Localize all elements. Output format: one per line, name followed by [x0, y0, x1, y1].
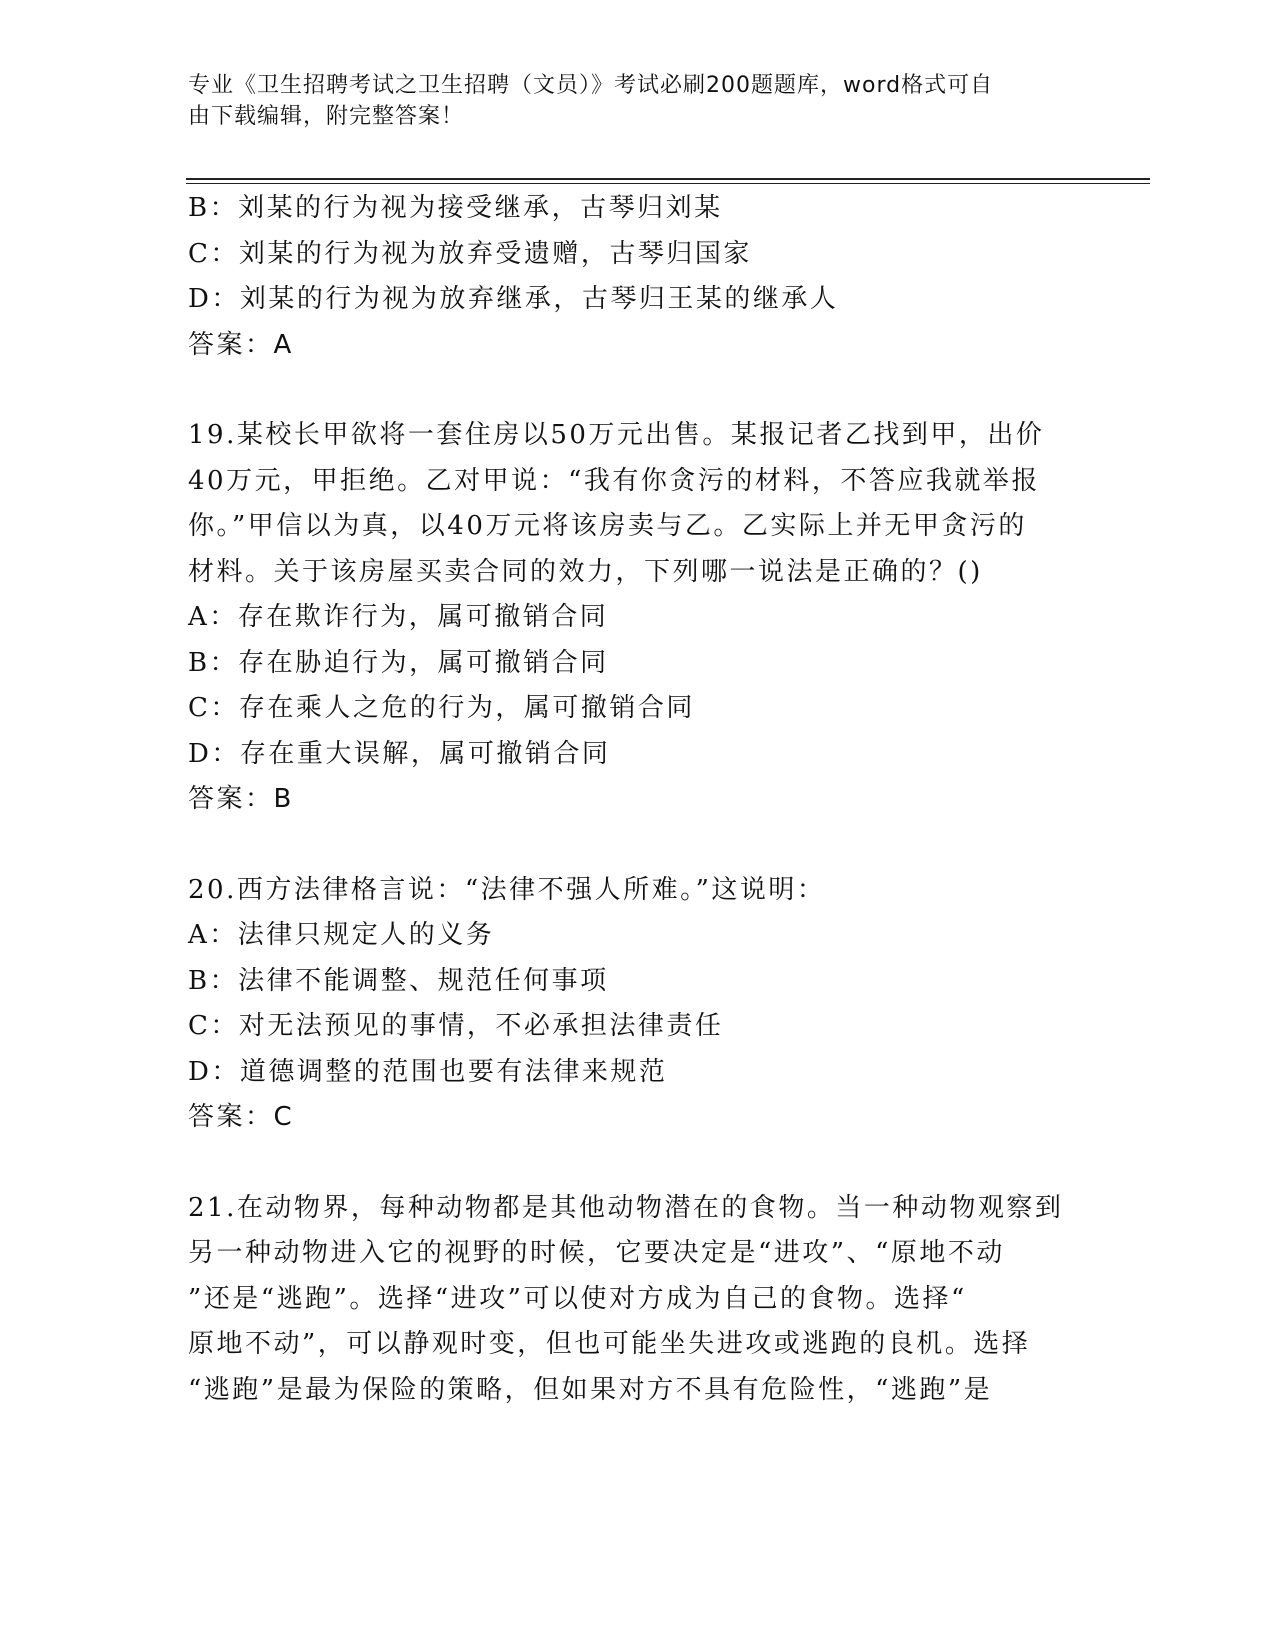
option-a: A：存在欺诈行为，属可撤销合同: [188, 602, 609, 632]
question-stem-line: “逃跑”是最为保险的策略，但如果对方不具有危险性，“逃跑”是: [188, 1374, 993, 1405]
option-d: D：道德调整的范围也要有法律来规范: [188, 1056, 668, 1087]
header-divider: [186, 178, 1150, 184]
option-b: B：存在胁迫行为，属可撤销合同: [188, 647, 609, 678]
spacer: [188, 1141, 1068, 1186]
question-stem-line: 20.西方法律格言说：“法律不强人所难。”这说明：: [188, 874, 826, 905]
question-stem-line: 另一种动物进入它的视野的时候，它要决定是“进攻”、“原地不动: [188, 1238, 1005, 1268]
header-line-2: 由下载编辑，附完整答案！: [188, 104, 465, 129]
option-b: B：刘某的行为视为接受继承，古琴归刘某: [188, 193, 723, 223]
question-21: [188, 1186, 1068, 1414]
document-body: [188, 186, 1068, 1413]
option-a: A：法律只规定人的义务: [188, 920, 495, 950]
option-c: C：对无法预见的事情，不必承担法律责任: [188, 1011, 724, 1041]
question-19: [188, 413, 1068, 823]
answer: 答案：C: [188, 1102, 295, 1132]
question-stem-line: ”还是“逃跑”。选择“进攻”可以使对方成为自己的食物。选择“: [188, 1283, 967, 1314]
question-stem-line: 19.某校长甲欲将一套住房以50万元出售。某报记者乙找到甲，出价: [188, 420, 1045, 450]
option-c: C：存在乘人之危的行为，属可撤销合同: [188, 693, 695, 723]
option-b: B：法律不能调整、规范任何事项: [188, 965, 609, 996]
option-d: D：刘某的行为视为放弃继承，古琴归王某的继承人: [188, 284, 839, 314]
document-header: [188, 70, 1068, 132]
spacer: [188, 368, 1068, 413]
spacer: [188, 823, 1068, 868]
question-18: [188, 186, 1068, 368]
answer: 答案：A: [188, 329, 294, 360]
question-stem-line: 原地不动”，可以静观时变，但也可能坐失进攻或逃跑的良机。选择: [188, 1329, 1031, 1359]
question-20: [188, 868, 1068, 1141]
question-stem-line: 材料。关于该房屋买卖合同的效力，下列哪一说法是正确的？(): [188, 556, 983, 587]
option-d: D：存在重大误解，属可撤销合同: [188, 738, 611, 769]
question-stem-line: 40万元，甲拒绝。乙对甲说：“我有你贪污的材料，不答应我就举报: [188, 465, 1040, 496]
header-line-1: 专业《卫生招聘考试之卫生招聘（文员）》考试必刷200题题库，word格式可自: [188, 73, 994, 98]
question-stem-line: 你。”甲信以为真，以40万元将该房卖与乙。乙实际上并无甲贪污的: [188, 511, 1027, 541]
answer: 答案：B: [188, 784, 294, 814]
option-c: C：刘某的行为视为放弃受遗赠，古琴归国家: [188, 238, 752, 269]
question-stem-line: 21.在动物界，每种动物都是其他动物潜在的食物。当一种动物观察到: [188, 1192, 1064, 1223]
